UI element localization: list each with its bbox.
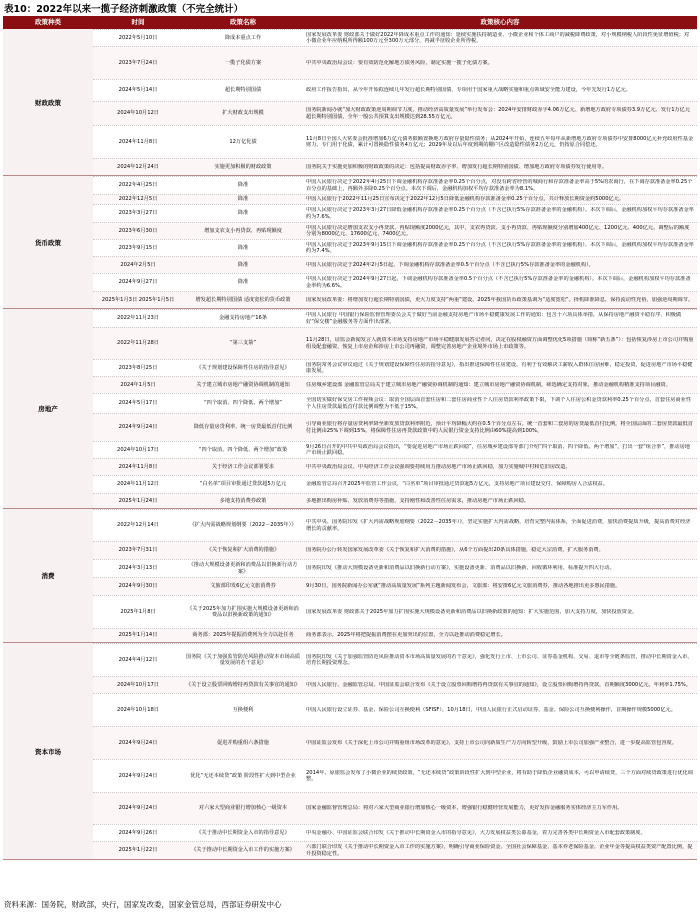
- table-row: [93, 273, 697, 291]
- row-date: 2023年9月15日: [118, 244, 158, 251]
- row-policy-name: 《扩大内需战略规划纲要（2022－2035年）》: [189, 522, 297, 529]
- row-content: 11月28日，证监会新闻发言人就资本市场支持房地产市场平稳健康发展答记者问，决定在股权融资方面调整优化5项措施（简称“新五条”）：包括恢复涉房上市公司并购重组及配套融资、恢复上市房企和涉房上市公司再融资、调整完善房地产企业境外市场上市政策等。: [306, 337, 694, 350]
- table-row: [93, 841, 697, 859]
- table-row: [93, 125, 697, 158]
- row-policy-name: 增发超长期特别国债 适度宽松的货币政策: [195, 296, 291, 303]
- table-row: [93, 509, 697, 541]
- row-policy-name: 《推动大规模设备更新和消费品以旧换新行动方案》: [188, 562, 298, 575]
- row-date: 2024年9月24日: [118, 772, 158, 779]
- row-date: 2024年9月27日: [118, 279, 158, 286]
- row-content-cell: [303, 596, 697, 628]
- row-content: 国家发展改革委 财政部关于做好2022年降成本重点工作的通知：延续实施扶持制造业、小微企业和个体工商户的减税降费政策，对小规模纳税人阶段性免征增值税；对小微企业年应纳税所得额100万元至300万元部分，再减半征收企业所得税。: [306, 31, 690, 44]
- table-row: [93, 29, 697, 46]
- row-policy-name: 互换便利: [232, 706, 254, 713]
- row-policy-name: 《关于规划建设保障性住房的指导意见》: [196, 364, 290, 371]
- row-date: 2025年1月8日: [120, 608, 156, 615]
- row-policy-name: “四个取消、四个降低、两个增加”: [203, 400, 282, 407]
- table-row: [93, 628, 697, 642]
- row-content-cell: [303, 727, 697, 759]
- table-row: [93, 759, 697, 792]
- row-content-cell: [303, 760, 697, 792]
- row-date: 2024年11月12日: [117, 481, 159, 488]
- row-content-cell: [303, 257, 697, 273]
- row-content-cell: [303, 195, 697, 204]
- table-row: [93, 46, 697, 79]
- table-row: [93, 559, 697, 577]
- row-content: 中国人民银行决定增加支农支小再贷款、再贴现额度2000亿元，其中，支农再贷款、支小再贷款、再贴现额度分别增加400亿元、1200亿元、400亿元。调整后的额度分别为8000亿元、17600亿元、7400亿元。: [306, 224, 690, 237]
- row-content: 中共中央政治局会议：要有效防范化解地方债务风险，制定实施一揽子化债方案。: [306, 59, 493, 66]
- row-content: 国务院办公厅转发国家发展改革委《关于恢复和扩大消费的措施》，从6个方面提出20条具体措施，稳定大宗消费，扩大服务消费。: [306, 547, 604, 554]
- row-policy-name: 降准: [237, 210, 249, 217]
- row-content-cell: [303, 793, 697, 824]
- table-section: [3, 29, 697, 176]
- row-content: 政府工作报告指出，从今年开始拟连续几年发行超长期特别国债，专项用于国家重大战略实施和重点领域安全能力建设，今年先发行1万亿元。: [306, 87, 631, 94]
- row-date: 2023年7月24日: [118, 59, 158, 66]
- row-content-cell: [303, 476, 697, 493]
- row-date: 2022年12月5日: [118, 196, 158, 203]
- table-row: [93, 204, 697, 222]
- row-policy-name: 多地支持消费券政策: [219, 497, 267, 504]
- table-row: [93, 493, 697, 508]
- table-row: [93, 359, 697, 376]
- table-row: [93, 792, 697, 824]
- row-content-cell: [303, 47, 697, 79]
- table-row: [93, 309, 697, 327]
- row-content: 2014年，原银监会发布了小微企业的续贷政策，“无还本续贷”政策阶段性扩大到中型企业，将有助于降低企业融资成本，可以申请续贷，三个方面对续贷政策进行优化调整。: [306, 769, 693, 782]
- row-policy-name: 降低存量房贷利率，统一房贷最低首付比例: [193, 424, 293, 431]
- row-content-cell: [303, 677, 697, 693]
- row-content-cell: [303, 360, 697, 376]
- row-policy-name: 促进并购重组六条措施: [217, 739, 269, 746]
- row-policy-name: 文旅部印发6亿元文旅消费券: [210, 583, 276, 590]
- row-content: 金融监管总局召开2025年监管工作会议，“白名单”项目审批通过贷款超5万亿元，支持房地产项目建设交付，保障购房人合法权益。: [306, 481, 609, 488]
- row-policy-name: 《关于2025年加力扩围实施大规模设备更新和消费品以旧换新政策的通知》: [187, 605, 299, 618]
- header-cell-name: 政策名称: [230, 18, 256, 26]
- row-date: 2024年5月14日: [118, 87, 158, 94]
- row-policy-name: 《关于推动中长期资金入市工作的实施方案》: [191, 847, 295, 854]
- row-policy-name: 降准: [237, 182, 249, 189]
- row-date: 2024年11月8日: [118, 463, 158, 470]
- row-date: 2024年11月8日: [118, 138, 158, 145]
- table-row: [93, 256, 697, 273]
- row-content-cell: [303, 414, 697, 441]
- row-content-cell: [303, 629, 697, 642]
- table-section: [3, 509, 697, 643]
- row-content-cell: [303, 310, 697, 327]
- table-row: [93, 327, 697, 359]
- row-content-cell: [303, 205, 697, 222]
- table-row: [93, 79, 697, 101]
- row-content: 全国切实做好保交房工作视频会议：取消全国层面首套住房和二套住房商业性个人住房贷款利率政策下限，下调个人住房公积金贷款利率0.25个百分点，首套住房商业性个人住房贷款最低首付款比例调整为不低于15%。: [306, 397, 692, 410]
- row-date: 2024年4月12日: [118, 656, 158, 663]
- row-date: 2024年9月24日: [118, 424, 158, 431]
- row-policy-name: “第三支箭”: [229, 340, 257, 347]
- table-section: [3, 176, 697, 309]
- row-policy-name: 关于经济工作会议部署要求: [211, 463, 275, 470]
- row-content: 中国人民银行决定于2024年2月5日起，下调金融机构存款准备金率0.5个百分点（不含已执行5%存款准备金率的金融机构）。: [306, 261, 594, 268]
- row-content: 中共中央政治局会议、中央经济工作会议强调要持续用力推动房地产市场止跌回稳，加力实施城中村和危旧房改造。: [306, 463, 571, 470]
- row-policy-name: 扩大财政支出规模: [222, 110, 264, 117]
- row-content-cell: [303, 274, 697, 291]
- row-content-cell: [303, 80, 697, 101]
- table-header: [3, 16, 697, 29]
- row-policy-name: 降准: [237, 261, 249, 268]
- row-policy-name: “四个取消、四个降低、两个增加”政策: [198, 446, 288, 453]
- row-content-cell: [303, 394, 697, 413]
- row-policy-name: 国务院《关于加强监管防范风险推动资本市场高质量发展的若干意见》: [185, 653, 301, 666]
- row-content-cell: [303, 177, 697, 194]
- row-content-cell: [303, 240, 697, 256]
- table-title: 表10：2022年以来一揽子经济刺激政策（不完全统计）: [4, 4, 244, 15]
- row-date: 2025年1月3日 2025年1月5日: [101, 296, 175, 303]
- row-date: 2023年7月31日: [118, 547, 158, 554]
- table-row: [93, 541, 697, 559]
- table-row: [93, 158, 697, 175]
- row-date: 2023年6月30日: [118, 227, 158, 234]
- row-date: 2024年10月17日: [117, 681, 159, 688]
- row-date: 2022年5月10日: [118, 34, 158, 41]
- section-label: 财政政策: [3, 29, 93, 175]
- row-content: 中共中央、国务院印发《扩大内需战略规划纲要（2022－2035年）》，坚定实施扩大内需战略，培育完整内需体系，全面促进消费，加快消费提质升级，提高消费对经济增长的贡献率。: [306, 519, 691, 532]
- row-policy-name: 对六家大型商业银行增加核心一级资本: [198, 805, 288, 812]
- table-row: [93, 475, 697, 493]
- row-content: 中国人民银行于2022年11月25日宣布决定于2022年12月5日降低金融机构存款准备金率0.25个百分点，共计释放长期资金约5000亿元。: [306, 196, 625, 203]
- row-content-cell: [303, 560, 697, 577]
- row-content-cell: [303, 30, 697, 46]
- row-date: 2024年9月24日: [118, 739, 158, 746]
- row-content-cell: [303, 328, 697, 359]
- row-date: 2024年3月13日: [118, 565, 158, 572]
- table-row: [93, 676, 697, 693]
- row-content: 国务院关于实施更加积极的财政政策的决定：包括提高财政赤字率、增加发行超长期特别国债、增加地方政府专项债券发行使用等。: [306, 163, 607, 170]
- row-policy-name: 《关于推动中长期资金入市的指导意见》: [196, 829, 290, 836]
- row-policy-name: 商务部：2025年提振消费列为全力以赴任务: [192, 632, 294, 639]
- row-content: 国务院印发《关于加强监管防范风险推动资本市场高质量发展的若干意见》，强化发行上市、上市公司、证券基金机构、交易、退市等全链条监管，推动中长期资金入市，培育长期投资理念。: [306, 653, 693, 666]
- row-date: 2025年1月14日: [118, 632, 158, 639]
- table-row: [93, 726, 697, 759]
- row-policy-name: 超长期特别国债: [224, 87, 262, 94]
- section-label: 消费: [3, 509, 93, 642]
- header-cell-category: 政策种类: [35, 18, 61, 26]
- row-content: 引导商业银行将存量房贷利率降至新发放贷款利率附近，预计平均降幅大约在0.5个百分点左右。统一首套和二套房的房贷最低首付比例，将全国层面的二套房贷款最低首付比例由25%下调到15%。将保障性住房再贷款政策中的人民银行资金支持比例由60%提高到100%。: [306, 421, 693, 434]
- row-content: 中国证监会发布《关于深化上市公司并购重组市场改革的意见》，支持上市公司向新质生产力方向转型升级，鼓励上市公司加强产业整合，进一步提高监管包容度。: [306, 739, 677, 746]
- source-note: 资料来源：国务院，财政部，央行，国家发改委，国家金管总局，西部证券研发中心: [4, 900, 282, 909]
- row-date: 2022年11月23日: [117, 315, 159, 322]
- row-content: 9月26日召开的中共中央政治局会议指出，“要促进房地产市场止跌回稳”，住房城乡建设部等部门介绍“四个取消、四个降低、两个增加”，打出一套“组合拳”，推动房地产市场止跌回稳。: [306, 443, 690, 456]
- row-policy-name: 增加支农支小再贷款、再贴现额度: [204, 227, 282, 234]
- row-content: 中国人民银行 中国银行保险监督管理委员会关于做好当前金融支持房地产市场平稳健康发展工作的通知：包含十六项具体举措，从保持房地产融资平稳有序、积极做好“保交楼”金融服务等方面作出部署。: [306, 312, 682, 325]
- row-content: 中国人民银行决定于2022年4月25日下调金融机构存款准备金率0.25个百分点，对没有跨省经营的城商行和存款准备金率高于5%的农商行，在下调存款准备金率0.25个百分点的基础上，再额外多降0.25个百分点。本次下调后，金融机构加权平均存款准备金率为8.1%。: [306, 179, 693, 192]
- row-content: 国务院常务会议审议通过《关于规划建设保障性住房的指导意见》，指出推进保障性住房建设，有利于有效解决工薪收入群体住房困难，稳定投资，促进房地产市场平稳健康发展。: [306, 361, 693, 374]
- row-content: 住房城乡建设部 金融监管总局关于建立城市房地产融资协调机制的通知：建立城市房地产融资协调机制，筛选确定支持对象，推动金融机构精准支持项目融资。: [306, 381, 671, 388]
- table-row: [93, 441, 697, 458]
- row-content-cell: [303, 459, 697, 475]
- table-section: [3, 309, 697, 509]
- table-row: [93, 458, 697, 475]
- row-date: 2025年1月24日: [118, 497, 158, 504]
- table-row: [93, 577, 697, 595]
- row-policy-name: 《关于设立股票回购增持再贷款有关事宜的通知》: [185, 681, 301, 688]
- row-content-cell: [303, 292, 697, 308]
- row-content: 国家发展改革委 财政部关于2025年加力扩围实施大规模设备更新和消费品以旧换新政策的通知：扩大实施范围，加大支持力度，加快投放资金。: [306, 608, 638, 615]
- row-policy-name: 降准: [237, 279, 249, 286]
- row-date: 2025年1月22日: [118, 847, 158, 854]
- row-date: 2023年8月25日: [118, 364, 158, 371]
- row-date: 2023年3月27日: [118, 210, 158, 217]
- row-content: 国家发展改革委：将增加发行超长期特别国债，更大力度支持“两重”建设。2025年我国货币政策基调为“适度宽松”。择机降准降息，保持流动性充裕，加强逆周期调节。: [306, 296, 694, 303]
- row-content-cell: [303, 159, 697, 175]
- row-content: 9月30日，国务院新闻办公室就“推动高质量发展”系列主题新闻发布会，文旅部：将安排6亿元文旅消费券，推动各地推出更多惠民措施。: [306, 583, 621, 590]
- table-row: [93, 693, 697, 726]
- row-policy-name: 金融支持房地产16条: [218, 315, 268, 322]
- row-content: 六部门联合印发《关于推动中长期资金入市工作的实施方案》，明确引导商业保险资金、全国社会保障基金、基本养老保险基金、企业年金等提高权益类资产配置比例，提升投资稳定性。: [306, 844, 693, 857]
- section-label: 资本市场: [3, 643, 93, 859]
- table-section: [3, 643, 697, 860]
- header-cell-content: 政策核心内容: [480, 18, 520, 26]
- row-date: 2024年10月12日: [117, 110, 159, 117]
- row-content: 中国人民银行决定于2024年9月27日起，下调金融机构存款准备金率0.5个百分点（不含已执行5%存款准备金率的金融机构）。本次下调后，金融机构加权平均存款准备金率约为6.6%。: [306, 276, 691, 289]
- table-row: [93, 222, 697, 239]
- table-row: [93, 595, 697, 628]
- row-content: 中国人民银行决定于2023年9月15日下调金融机构存款准备金率0.25个百分点（不含已执行5%存款准备金率的金融机构）。本次下调后，金融机构加权平均存款准备金率约为7.4%。: [306, 241, 694, 254]
- row-policy-name: 降准: [237, 196, 249, 203]
- row-content: 中央金融办、中国证监会联合印发《关于推动中长期资金入市的指导意见》，大力发展权益类公募基金，着力完善各类中长期资金入市配套政策制度。: [306, 829, 646, 836]
- row-policy-name: 实施更加积极的财政政策: [214, 163, 272, 170]
- row-content: 11月8日全国人大常委会批准增加6万亿元债务限额置换地方政府存量隐性债务；从2024年开始，连续五年每年从新增地方政府专项债券中安排8000亿元补充政府性基金财力，专门用于化债，累计可置换隐性债务4万亿元；2029年及以后年度到期的棚户区改造隐性债务2万亿元，仍按原合同偿还。: [306, 135, 694, 148]
- row-policy-name: 降准: [237, 244, 249, 251]
- row-content-cell: [303, 694, 697, 726]
- row-date: 2024年9月26日: [118, 829, 158, 836]
- row-content: 国家金融监督管理总局：将对六家大型商业银行增加核心一级资本，增强银行稳健经营发展能力，更好发挥金融服务实体经济主力军作用。: [306, 805, 623, 812]
- section-label: 房地产: [3, 309, 93, 508]
- table-row: [93, 413, 697, 441]
- row-content-cell: [303, 578, 697, 595]
- row-content: 商务部表示，2025年将把提振消费摆在更加突出的位置，全力以赴推动消费稳定增长。: [306, 632, 506, 639]
- row-content-cell: [303, 494, 697, 508]
- row-content-cell: [303, 102, 697, 125]
- row-date: 2022年12月14日: [117, 522, 159, 529]
- row-date: 2024年9月24日: [118, 805, 158, 812]
- table-body: [3, 29, 697, 860]
- row-date: 2024年2月5日: [120, 261, 156, 268]
- row-date: 2024年10月17日: [117, 446, 159, 453]
- table-row: [93, 393, 697, 413]
- row-policy-name: 《关于恢复和扩大消费的措施》: [206, 547, 280, 554]
- row-policy-name: 关于建立城市房地产融资协调机制的通知: [196, 381, 290, 388]
- table-row: [93, 176, 697, 194]
- row-date: 2022年4月25日: [118, 182, 158, 189]
- row-date: 2024年5月17日: [118, 400, 158, 407]
- table-row: [93, 194, 697, 204]
- row-date: 2024年1月5日: [120, 381, 156, 388]
- row-content-cell: [303, 377, 697, 393]
- row-policy-name: 降成本重点工作: [224, 34, 262, 41]
- row-content-cell: [303, 842, 697, 859]
- table-row: [93, 376, 697, 393]
- section-label: 货币政策: [3, 176, 93, 308]
- row-content: 中国人民银行设立证券、基金、保险公司互换便利（SFISF），10月18日，中国人民银行正式启动证券、基金、保险公司互换便利操作，首期操作规模5000亿元。: [306, 706, 676, 713]
- row-date: 2024年9月30日: [118, 583, 158, 590]
- row-content-cell: [303, 510, 697, 541]
- row-date: 2022年11月28日: [117, 340, 159, 347]
- row-content-cell: [303, 223, 697, 239]
- row-content-cell: [303, 825, 697, 841]
- header-cell-date: 时间: [131, 18, 145, 26]
- table-row: [93, 291, 697, 308]
- row-content: 中国人民银行决定于2023年3月27日降低金融机构存款准备金率0.25个百分点（不含已执行5%存款准备金率的金融机构）。本次下调后，金融机构加权平均存款准备金率约为7.6%。: [306, 207, 694, 220]
- row-content: 国务院印发《推动大规模设备更新和消费品以旧换新行动方案》，实施设备更新、消费品以旧换新、回收循环利用、标准提升四大行动。: [306, 565, 615, 572]
- row-content: 中国人民银行、金融监管总局、中国证监会联合发布《关于设立股票回购增持再贷款有关事宜的通知》，设立股票回购增持再贷款，首期额度3000亿元，年利率1.75%。: [306, 681, 692, 688]
- row-content: 多地推出购房补贴、发放消费券等措施，支持刚性和改善性住房需求，推动房地产市场止跌回稳。: [306, 497, 530, 504]
- table-row: [93, 824, 697, 841]
- row-content-cell: [303, 442, 697, 458]
- row-date: 2024年12月24日: [117, 163, 159, 170]
- row-policy-name: “白名单”项目审批通过贷款超5万亿元: [199, 481, 287, 488]
- row-content: 国务院新闻办就“加大财政政策逆周期调节力度、推动经济高质量发展”举行发布会：2024年安排财政赤字4.06万亿元、新增地方政府专项债券3.9万亿元、发行1万亿元超长期特别国债，全年一般公共预算支出规模达到28.55万亿元。: [306, 107, 691, 120]
- row-policy-name: 优化“无还本续贷”政策 阶段性扩大到中型企业: [190, 772, 296, 779]
- row-policy-name: 12万亿化债: [229, 138, 257, 145]
- row-policy-name: 一揽子化债方案: [224, 59, 262, 66]
- row-date: 2024年10月18日: [117, 706, 159, 713]
- row-content-cell: [303, 126, 697, 158]
- policy-table: [3, 16, 697, 896]
- table-row: [93, 643, 697, 676]
- table-row: [93, 239, 697, 256]
- row-content-cell: [303, 542, 697, 559]
- table-row: [93, 101, 697, 125]
- row-content-cell: [303, 644, 697, 676]
